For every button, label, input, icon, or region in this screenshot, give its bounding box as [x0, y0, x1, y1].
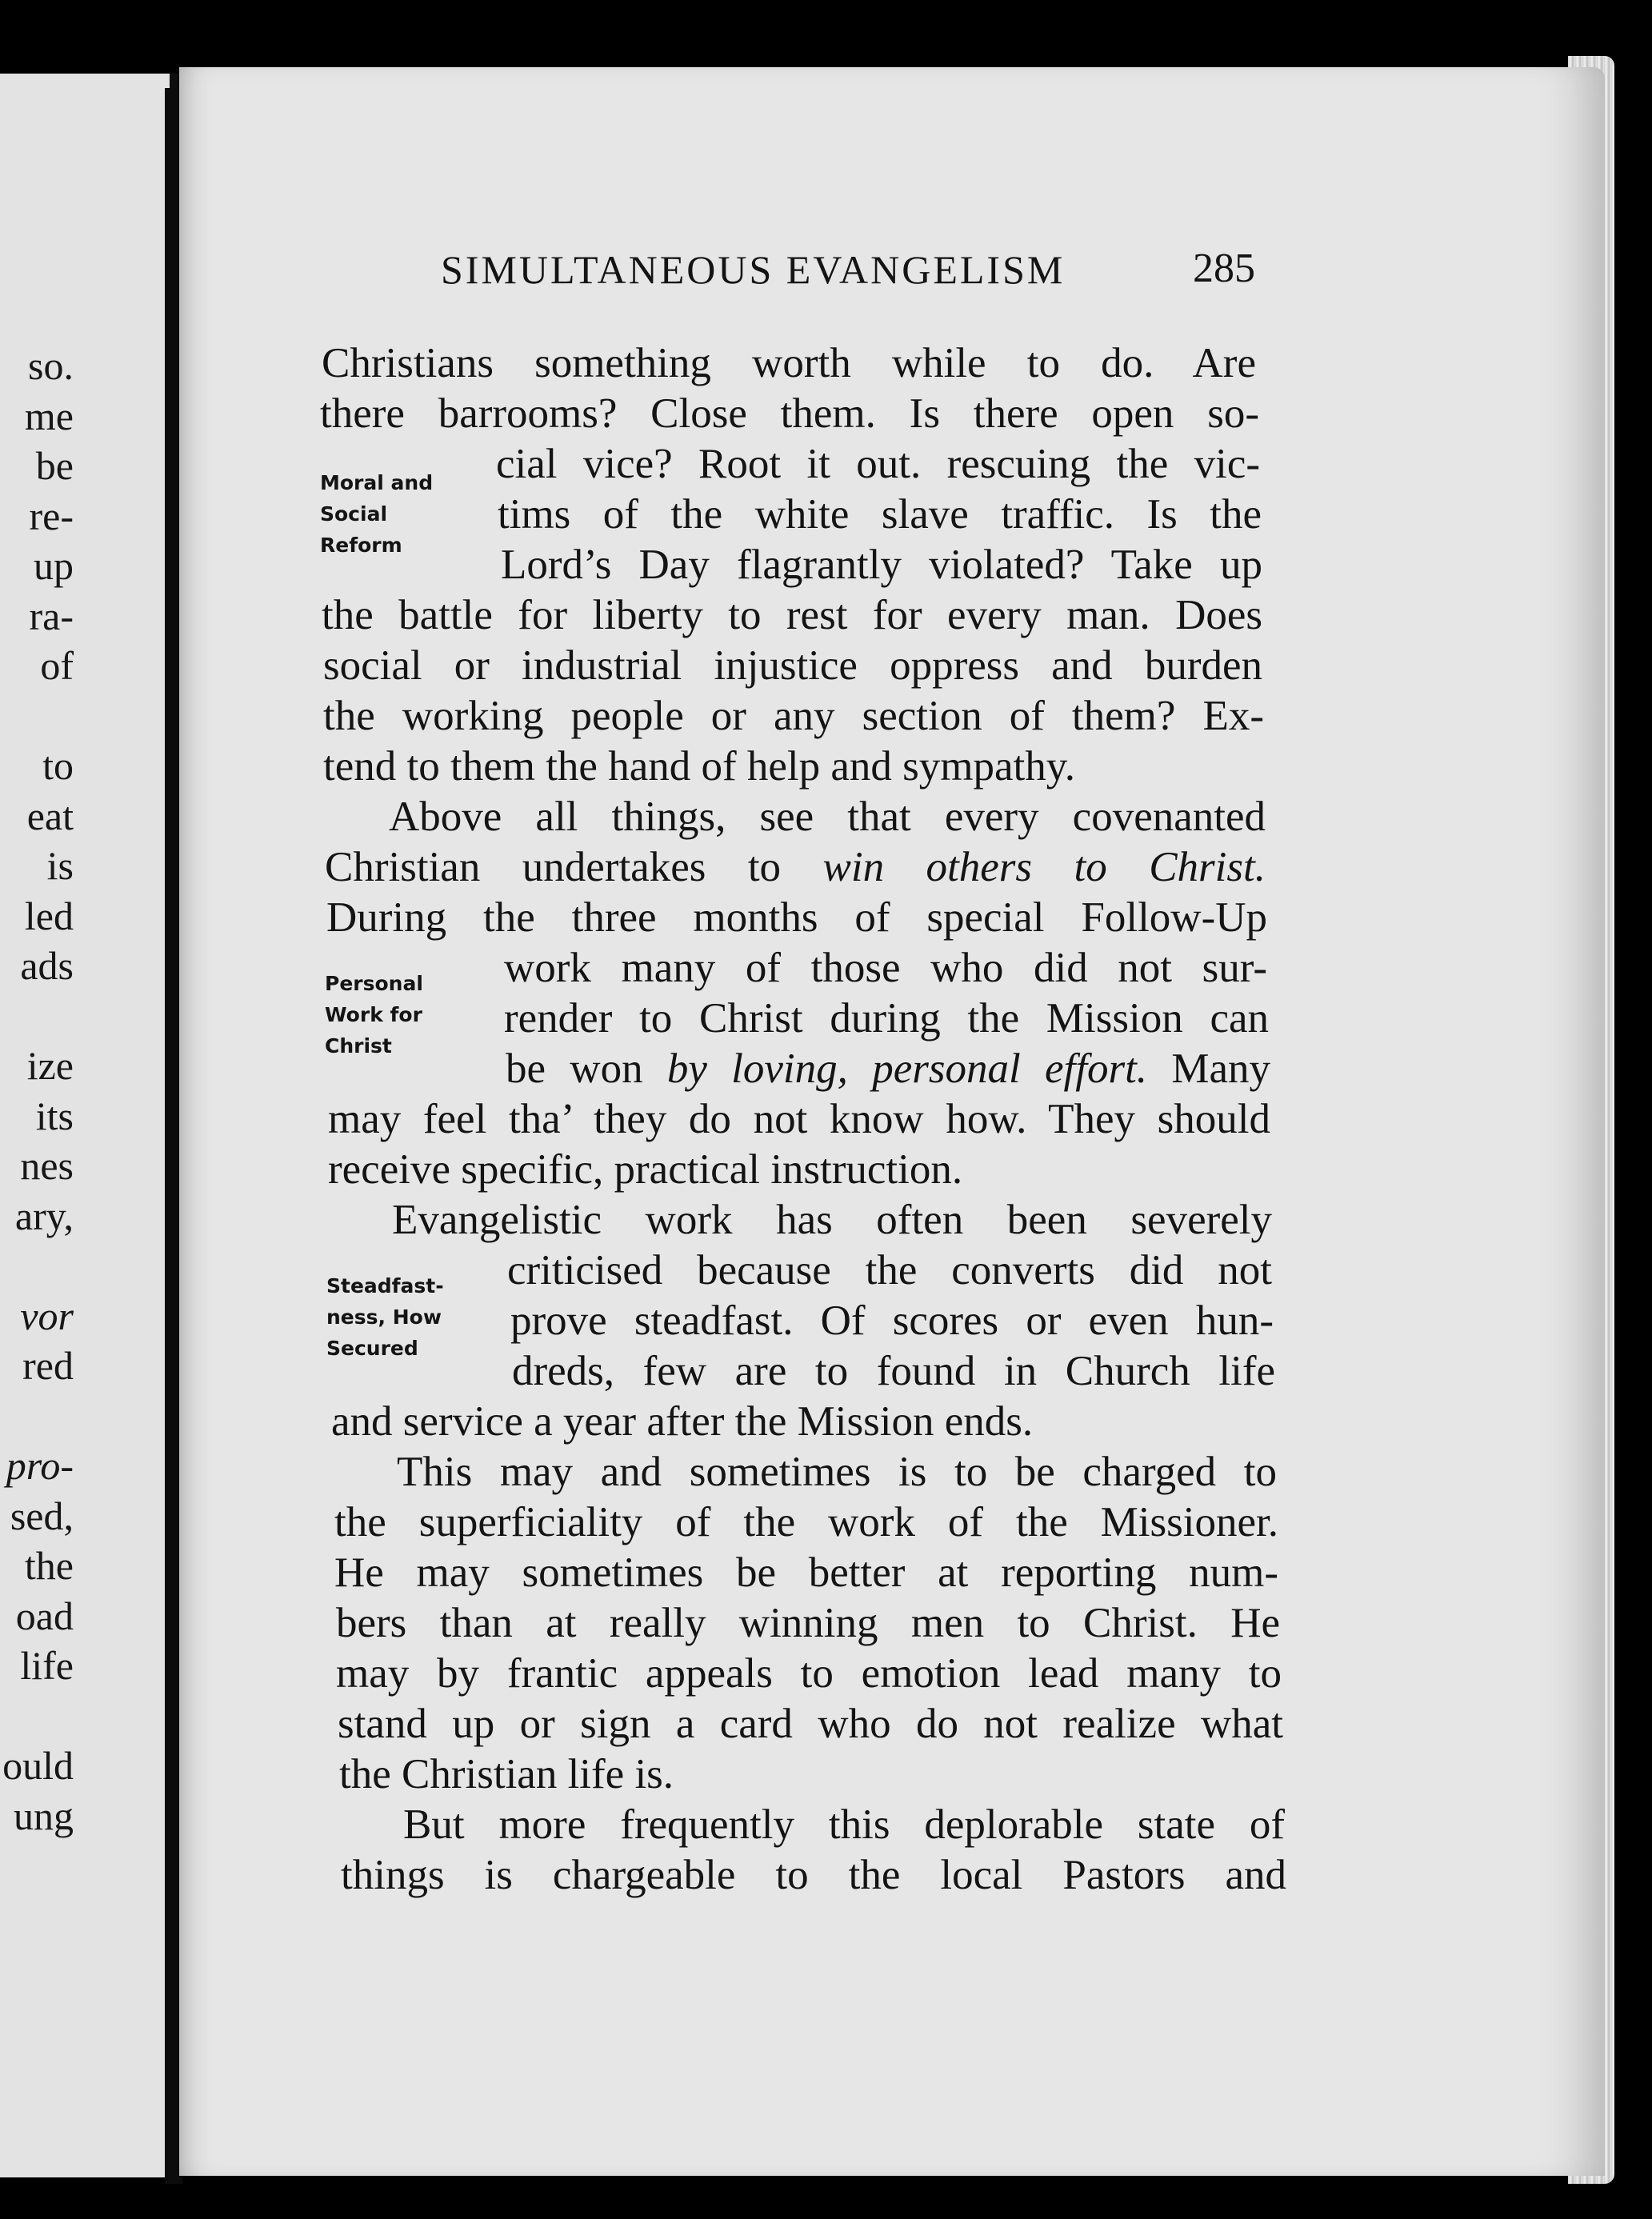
body-line: social or industrial injustice oppress and burden: [323, 642, 1262, 689]
left-page-fragment: ould: [2, 1743, 74, 1788]
margin-note-line: Work for: [325, 1003, 422, 1026]
left-page-fragment: me: [24, 393, 74, 438]
left-page-fragment: nes: [20, 1143, 74, 1188]
body-line: dreds, few are to found in Church life: [512, 1348, 1275, 1394]
margin-note-line: Steadfast-: [326, 1274, 444, 1297]
body-line: [325, 846, 1266, 889]
body-line: Evangelistic work has often been severely: [392, 1197, 1272, 1243]
body-line: work many of those who did not sur-: [504, 945, 1267, 991]
left-page-edge: [0, 74, 178, 2177]
body-line: there barrooms? Close them. Is there open so-: [320, 390, 1259, 437]
body-line: receive specific, practical instruction.: [328, 1146, 963, 1193]
body-line: prove steadfast. Of scores or even hun-: [510, 1297, 1274, 1344]
left-page-fragment: ads: [20, 943, 74, 988]
body-line: This may and sometimes is to be charged to: [397, 1449, 1277, 1495]
left-page-fragment: life: [20, 1643, 74, 1688]
emphasis-text: by loving, personal effort.: [666, 1046, 1148, 1092]
left-page-fragment: to: [42, 743, 74, 788]
body-line: cial vice? Root it out. rescuing the vic-: [496, 441, 1260, 487]
margin-note-line: ness, How: [326, 1305, 442, 1329]
left-page-fragment: ary,: [14, 1193, 74, 1238]
left-page-fragment: vor: [20, 1293, 74, 1338]
body-line: [506, 1048, 1270, 1090]
left-page-fragment: ung: [14, 1793, 74, 1838]
left-page-fragment: up: [34, 543, 74, 588]
left-page-fragment: re-: [29, 493, 74, 538]
left-page-fragment: ize: [26, 1043, 74, 1088]
body-line: the Christian life is.: [339, 1751, 674, 1797]
left-page-fragment: led: [24, 893, 74, 938]
body-line: Lord’s Day flagrantly violated? Take up: [501, 542, 1262, 588]
body-line: the superficiality of the work of the Missioner.: [334, 1499, 1278, 1545]
emphasis-text: win others to Christ.: [822, 844, 1266, 890]
body-line: He may sometimes be better at reporting num-: [334, 1549, 1278, 1596]
body-line: tend to them the hand of help and sympathy.: [323, 743, 1076, 790]
body-text: be won: [506, 1046, 667, 1092]
body-text: Christian undertakes to: [325, 844, 823, 890]
body-line: criticised because the converts did not: [507, 1247, 1272, 1293]
body-line: stand up or sign a card who do not realize what: [338, 1701, 1283, 1747]
body-line: the working people or any section of them? Ex-: [323, 693, 1264, 739]
margin-note-personal-work: [325, 968, 423, 1062]
body-line: and service a year after the Mission ends.: [331, 1398, 1034, 1445]
left-page-fragment: its: [35, 1093, 74, 1138]
body-line: But more frequently this deplorable state of: [403, 1801, 1285, 1848]
body-line: Christians something worth while to do. Are: [322, 340, 1256, 386]
body-line: may feel tha’ they do not know how. They should: [328, 1096, 1270, 1142]
margin-note-line: Secured: [326, 1337, 418, 1360]
body-line: bers than at really winning men to Christ. He: [336, 1600, 1280, 1646]
body-text: Many: [1147, 1046, 1270, 1092]
body-line: render to Christ during the Mission can: [504, 995, 1269, 1042]
running-title: SIMULTANEOUS EVANGELISM: [441, 247, 1066, 292]
body-line: the battle for liberty to rest for every man. Does: [322, 592, 1262, 638]
left-page-fragment: is: [46, 843, 74, 888]
left-page-fragment: red: [22, 1343, 74, 1388]
left-page-fragment: pro-: [6, 1443, 74, 1488]
left-page-fragment: ra-: [29, 593, 74, 638]
left-page-fragment: the: [24, 1543, 74, 1588]
margin-note-line: Christ: [325, 1034, 392, 1058]
left-page-fragment: eat: [26, 793, 74, 838]
body-line: Above all things, see that every covenanted: [389, 794, 1266, 840]
left-page-fragment: be: [35, 443, 74, 488]
margin-note-line: Moral and: [320, 471, 434, 494]
margin-note-line: Reform: [320, 534, 402, 557]
left-page-fragment: so.: [28, 343, 74, 388]
margin-note-steadfastness: [326, 1270, 444, 1364]
margin-note-line: Social: [320, 502, 388, 526]
body-line: During the three months of special Follow-Up: [326, 894, 1267, 941]
body-line: things is chargeable to the local Pastors and: [341, 1852, 1286, 1898]
margin-note-moral-social-reform: [320, 467, 433, 561]
left-page-fragment: oad: [15, 1593, 74, 1638]
margin-note-line: Personal: [325, 972, 423, 995]
page-number: 285: [1193, 246, 1255, 291]
body-line: tims of the white slave traffic. Is the: [498, 491, 1262, 538]
left-page-fragment: sed,: [10, 1493, 74, 1538]
body-line: may by frantic appeals to emotion lead many to: [336, 1650, 1282, 1697]
left-page-fragment: of: [40, 643, 74, 688]
